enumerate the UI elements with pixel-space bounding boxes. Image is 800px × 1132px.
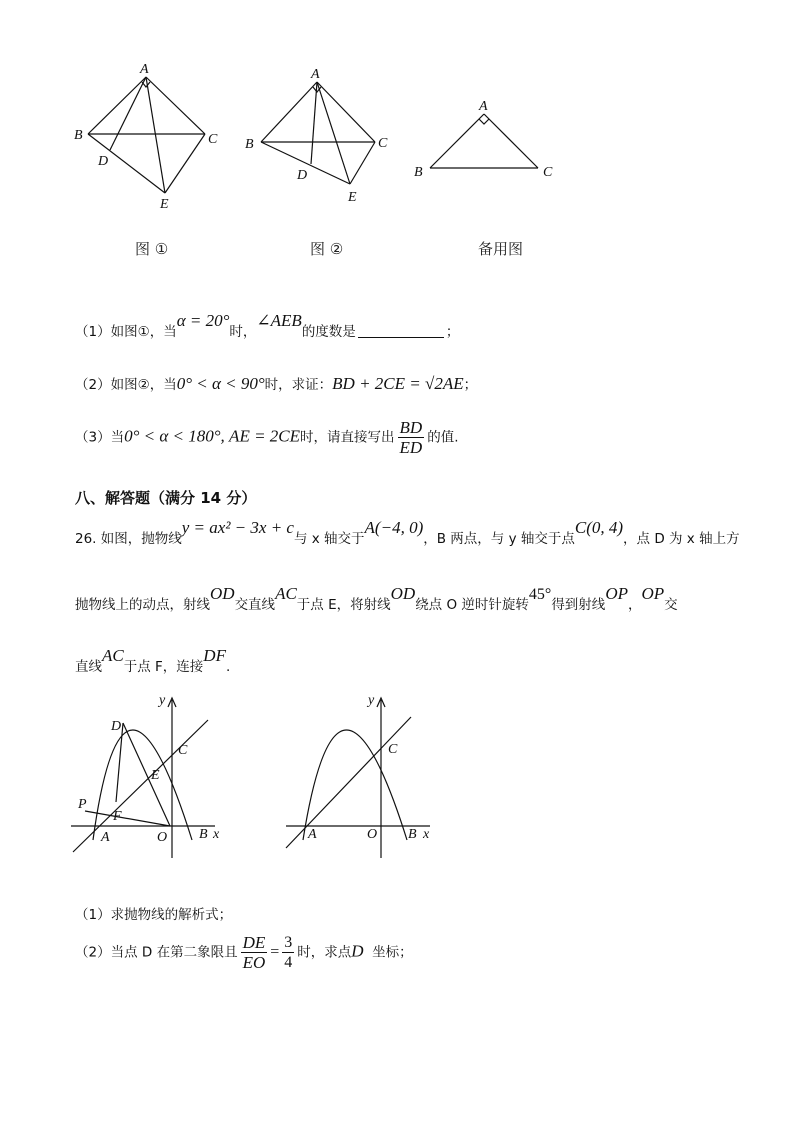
figure-2 xyxy=(235,60,405,210)
label-A: A xyxy=(311,67,320,82)
svg-text:B: B xyxy=(199,827,208,842)
figure-3-caption: 备用图 xyxy=(478,240,524,258)
point-C: C(0, 4) xyxy=(574,518,624,537)
svg-text:y: y xyxy=(368,693,375,708)
parabola-figure-right-drawing xyxy=(280,690,445,865)
q26-line3: 直线AC于点 F，连接DF. xyxy=(75,646,231,675)
svg-text:x: x xyxy=(423,827,430,842)
figure-2-drawing xyxy=(235,60,405,210)
svg-text:x: x xyxy=(213,827,220,842)
parabola-figure-left-drawing xyxy=(65,690,230,865)
label-E: E xyxy=(160,197,169,212)
point-A: A(−4, 0) xyxy=(364,518,424,537)
figure-2-caption: 图 ② xyxy=(310,240,344,258)
label-A: A xyxy=(479,99,488,114)
answer-blank xyxy=(358,323,444,338)
q26-line2: 抛物线上的动点，射线OD交直线AC于点 E，将射线OD绕点 O 逆时针旋转45°得到射线OP，OP交 xyxy=(75,584,678,613)
figure-1-caption: 图 ① xyxy=(135,240,169,258)
figure-1 xyxy=(60,55,230,220)
svg-text:F: F xyxy=(113,809,122,824)
svg-text:A: A xyxy=(101,830,110,845)
label-C: C xyxy=(378,136,388,151)
label-D: D xyxy=(297,168,308,183)
fraction-DE-EO: $\frac{DE}{EO}$ xyxy=(242,933,266,972)
svg-text:y: y xyxy=(159,693,166,708)
label-D: D xyxy=(98,154,109,169)
label-B: B xyxy=(414,165,423,180)
condition: 0° < α < 180°, AE = 2CE xyxy=(124,426,301,446)
q26-sub1: （1）求抛物线的解析式； xyxy=(75,907,233,923)
figure-3 xyxy=(410,90,570,190)
figure-1-drawing xyxy=(60,55,230,220)
section-heading: 八、解答题（满分 14 分） xyxy=(75,489,257,507)
svg-text:P: P xyxy=(78,797,87,812)
svg-text:C: C xyxy=(178,743,188,758)
label-C: C xyxy=(543,165,553,180)
svg-text:D: D xyxy=(111,719,122,734)
alpha-condition: α = 20° xyxy=(176,311,230,330)
svg-text:C: C xyxy=(388,742,398,757)
label-C: C xyxy=(208,132,218,147)
svg-text:B: B xyxy=(408,827,417,842)
label-B: B xyxy=(74,128,83,143)
parabola-figure-left xyxy=(65,690,230,865)
svg-text:A: A xyxy=(308,827,317,842)
q25-part1: （1）如图①，当α = 20°时，∠AEB的度数是 ； xyxy=(75,311,460,340)
figure-3-drawing xyxy=(410,90,570,190)
proof-equation: BD + 2CE = √2AE xyxy=(332,374,464,393)
fraction-BD-ED: $\frac{BD}{ED}$ xyxy=(399,418,423,457)
q26-sub2: （2）当点 D 在第二象限且 $\frac{DE}{EO}$ = $\frac{3}{4}$ 时，求点D 坐标； xyxy=(75,933,413,972)
q25-part3: （3）当0° < α < 180°, AE = 2CE时，请直接写出 $\frac{BD}{ED}$ 的值. xyxy=(75,418,459,457)
alpha-range: 0° < α < 90° xyxy=(176,374,265,393)
fraction-3-4: $\frac{3}{4}$ xyxy=(284,934,293,971)
q26-line1: 26. 如图，抛物线y = ax² − 3x + c与 x 轴交于A(−4, 0)，B 两点，与 y 轴交于点C(0, 4)，点 D 为 x 轴上方 xyxy=(75,518,740,547)
label-B: B xyxy=(245,137,254,152)
parabola-figure-right xyxy=(280,690,445,865)
label-A: A xyxy=(140,62,149,77)
q25-part2: （2）如图②，当0° < α < 90°时，求证：BD + 2CE = √2AE； xyxy=(75,374,478,393)
svg-text:O: O xyxy=(157,830,168,845)
angle-AEB: ∠AEB xyxy=(256,311,302,330)
label-E: E xyxy=(348,190,357,205)
svg-text:O: O xyxy=(367,827,378,842)
svg-text:E: E xyxy=(151,768,160,783)
parabola-equation: y = ax² − 3x + c xyxy=(181,518,294,537)
